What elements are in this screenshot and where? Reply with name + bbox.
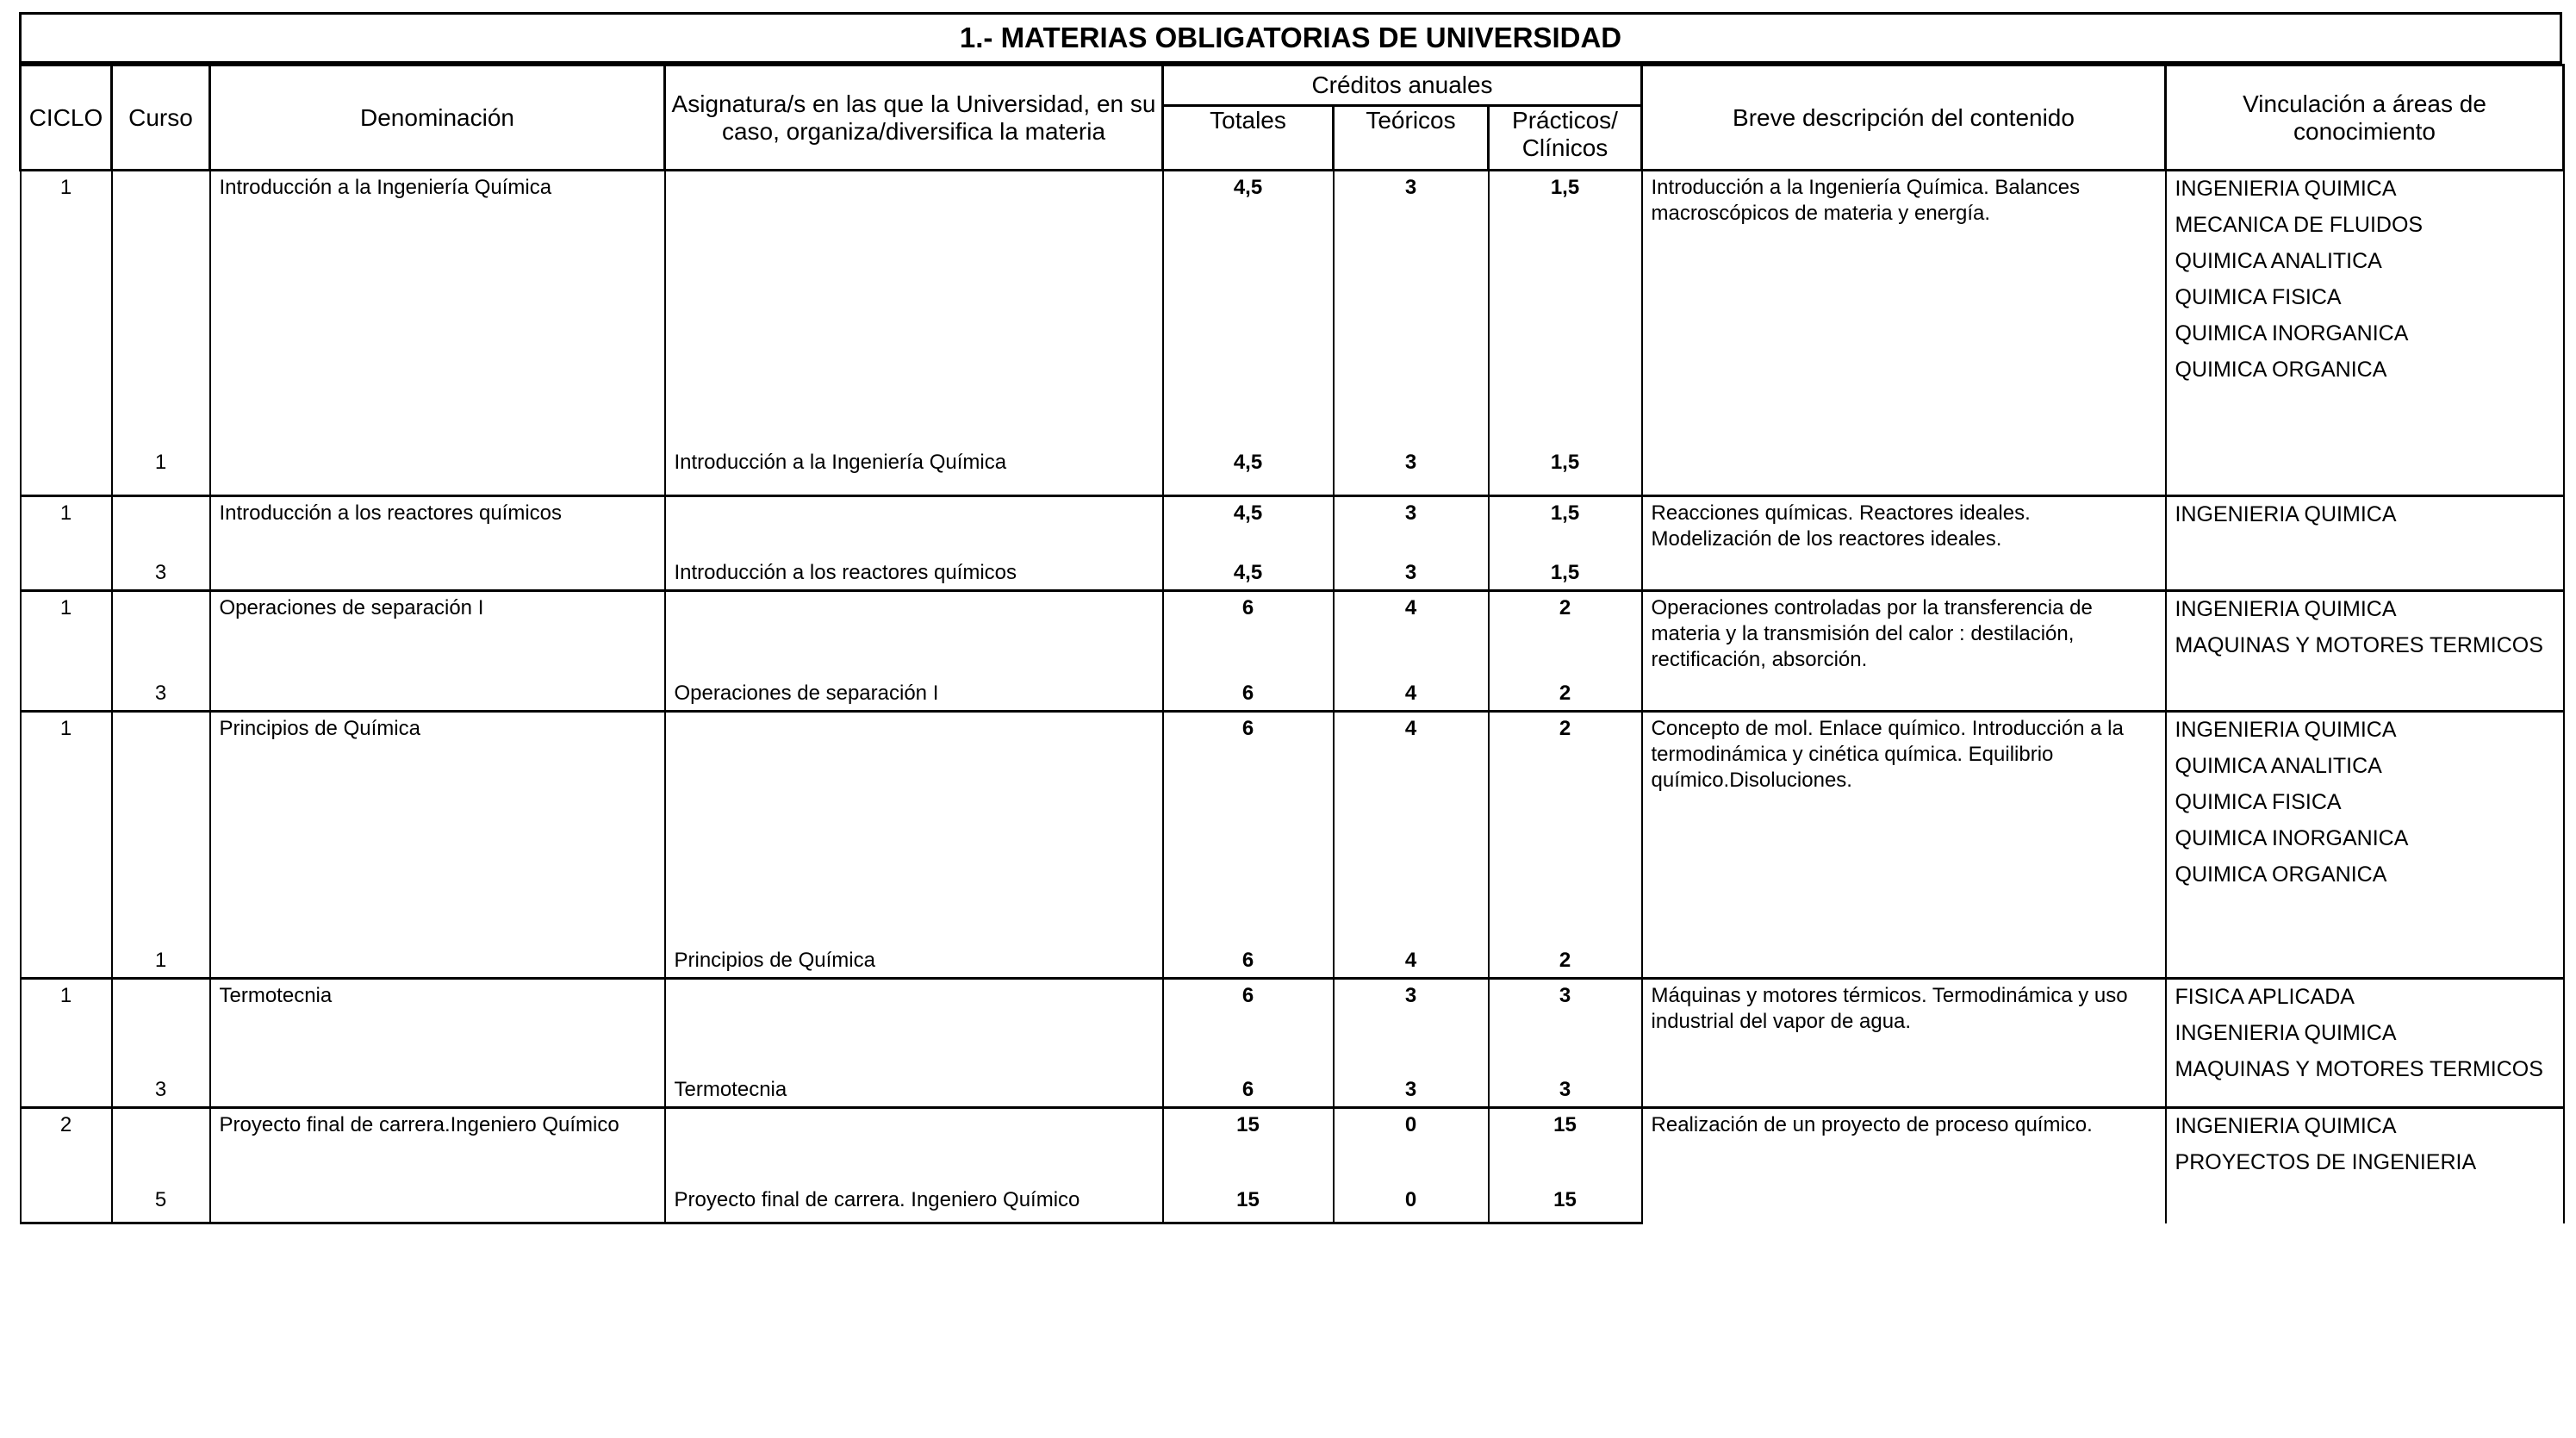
table-row — [21, 171, 2564, 446]
teoricos-cell: 3 — [1334, 496, 1489, 557]
vinculacion-cell — [2166, 591, 2564, 712]
header-totales: Totales — [1163, 106, 1334, 171]
curso-cell: 3 — [112, 1074, 210, 1108]
area-item: INGENIERIA QUIMICA — [2175, 1114, 2397, 1138]
practicos-cell: 3 — [1489, 979, 1642, 1074]
totales-cell: 4,5 — [1163, 496, 1334, 557]
area-item: INGENIERIA QUIMICA — [2175, 502, 2397, 526]
ciclo-cell: 1 — [21, 591, 112, 677]
area-item: INGENIERIA QUIMICA — [2175, 1021, 2397, 1045]
practicos-cell: 1,5 — [1489, 557, 1642, 591]
descripcion-cell: Reacciones químicas. Reactores ideales. Modelización de los reactores ideales. — [1642, 496, 2166, 591]
table-row — [21, 979, 2564, 1074]
asignatura-cell — [665, 979, 1163, 1074]
area-item: QUIMICA INORGANICA — [2175, 826, 2409, 850]
asignatura-cell: Operaciones de separación I — [665, 677, 1163, 712]
ciclo-cell: 1 — [21, 979, 112, 1074]
area-item: QUIMICA FISICA — [2175, 790, 2342, 814]
curso-cell: 3 — [112, 557, 210, 591]
ciclo-cell — [21, 446, 112, 496]
ciclo-cell: 1 — [21, 496, 112, 557]
practicos-cell: 3 — [1489, 1074, 1642, 1108]
asignatura-cell — [665, 171, 1163, 446]
totales-cell: 4,5 — [1163, 171, 1334, 446]
header-ciclo: CICLO — [21, 65, 112, 171]
practicos-cell: 15 — [1489, 1108, 1642, 1184]
area-item: QUIMICA FISICA — [2175, 285, 2342, 309]
totales-cell: 4,5 — [1163, 446, 1334, 496]
table-row — [21, 712, 2564, 944]
subjects-table — [19, 64, 2565, 1224]
practicos-cell: 1,5 — [1489, 446, 1642, 496]
page-title: 1.- MATERIAS OBLIGATORIAS DE UNIVERSIDAD — [19, 12, 2562, 64]
teoricos-cell: 3 — [1334, 979, 1489, 1074]
header-teoricos: Teóricos — [1334, 106, 1489, 171]
teoricos-cell: 3 — [1334, 446, 1489, 496]
teoricos-cell: 0 — [1334, 1184, 1489, 1223]
totales-cell: 6 — [1163, 944, 1334, 979]
curso-cell: 1 — [112, 446, 210, 496]
teoricos-cell: 3 — [1334, 557, 1489, 591]
totales-cell: 15 — [1163, 1184, 1334, 1223]
header-creditos-anuales: Créditos anuales — [1163, 65, 1642, 106]
denominacion-cell: Termotecnia — [210, 979, 665, 1074]
curso-cell: 5 — [112, 1184, 210, 1223]
totales-cell: 15 — [1163, 1108, 1334, 1184]
teoricos-cell: 4 — [1334, 712, 1489, 944]
ciclo-cell — [21, 677, 112, 712]
practicos-cell: 1,5 — [1489, 171, 1642, 446]
area-item: INGENIERIA QUIMICA — [2175, 177, 2397, 201]
curso-cell — [112, 979, 210, 1074]
denominacion-cell: Operaciones de separación I — [210, 591, 665, 677]
denominacion-cell — [210, 1074, 665, 1108]
curso-cell — [112, 1108, 210, 1184]
area-item: MAQUINAS Y MOTORES TERMICOS — [2175, 1057, 2543, 1081]
teoricos-cell: 4 — [1334, 944, 1489, 979]
descripcion-cell: Realización de un proyecto de proceso químico. — [1642, 1108, 2166, 1223]
asignatura-cell — [665, 591, 1163, 677]
denominacion-cell: Introducción a los reactores químicos — [210, 496, 665, 557]
curso-cell: 3 — [112, 677, 210, 712]
denominacion-cell — [210, 557, 665, 591]
practicos-cell: 15 — [1489, 1184, 1642, 1223]
curso-cell — [112, 591, 210, 677]
totales-cell: 6 — [1163, 712, 1334, 944]
ciclo-cell: 1 — [21, 171, 112, 446]
curso-cell — [112, 496, 210, 557]
denominacion-cell — [210, 446, 665, 496]
practicos-cell: 2 — [1489, 677, 1642, 712]
teoricos-cell: 3 — [1334, 171, 1489, 446]
vinculacion-cell — [2166, 1108, 2564, 1223]
practicos-cell: 2 — [1489, 944, 1642, 979]
area-item: MECANICA DE FLUIDOS — [2175, 213, 2424, 237]
area-item: QUIMICA ANALITICA — [2175, 249, 2382, 273]
area-item: FISICA APLICADA — [2175, 985, 2355, 1009]
descripcion-cell: Operaciones controladas por la transferencia de materia y la transmisión del calor : destilación, rectificación, absorción. — [1642, 591, 2166, 712]
asignatura-cell — [665, 712, 1163, 944]
header-asignatura: Asignatura/s en las que la Universidad, en su caso, organiza/diversifica la materia — [665, 65, 1163, 171]
vinculacion-cell — [2166, 712, 2564, 979]
totales-cell: 6 — [1163, 591, 1334, 677]
table-row — [21, 496, 2564, 557]
practicos-cell: 2 — [1489, 591, 1642, 677]
vinculacion-cell — [2166, 496, 2564, 591]
ciclo-cell: 2 — [21, 1108, 112, 1184]
descripcion-cell: Introducción a la Ingeniería Química. Balances macroscópicos de materia y energía. — [1642, 171, 2166, 496]
teoricos-cell: 4 — [1334, 677, 1489, 712]
asignatura-cell: Principios de Química — [665, 944, 1163, 979]
table-body — [21, 171, 2564, 1223]
descripcion-cell: Concepto de mol. Enlace químico. Introducción a la termodinámica y cinética química. Equilibrio químico.Disoluciones. — [1642, 712, 2166, 979]
denominacion-cell: Introducción a la Ingeniería Química — [210, 171, 665, 446]
ciclo-cell — [21, 1184, 112, 1223]
area-item: QUIMICA ORGANICA — [2175, 358, 2387, 382]
asignatura-cell: Termotecnia — [665, 1074, 1163, 1108]
totales-cell: 6 — [1163, 1074, 1334, 1108]
area-item: PROYECTOS DE INGENIERIA — [2175, 1150, 2477, 1174]
curso-cell — [112, 171, 210, 446]
denominacion-cell — [210, 677, 665, 712]
denominacion-cell — [210, 944, 665, 979]
teoricos-cell: 4 — [1334, 591, 1489, 677]
area-item: QUIMICA ORGANICA — [2175, 862, 2387, 887]
area-item: INGENIERIA QUIMICA — [2175, 597, 2397, 621]
asignatura-cell: Introducción a la Ingeniería Química — [665, 446, 1163, 496]
header-practicos: Prácticos/ Clínicos — [1489, 106, 1642, 171]
header-vinculacion: Vinculación a áreas de conocimiento — [2166, 65, 2564, 171]
teoricos-cell: 3 — [1334, 1074, 1489, 1108]
header-descripcion: Breve descripción del contenido — [1642, 65, 2166, 171]
vinculacion-cell — [2166, 171, 2564, 496]
ciclo-cell: 1 — [21, 712, 112, 944]
header-denominacion: Denominación — [210, 65, 665, 171]
denominacion-cell: Principios de Química — [210, 712, 665, 944]
totales-cell: 6 — [1163, 979, 1334, 1074]
area-item: MAQUINAS Y MOTORES TERMICOS — [2175, 633, 2543, 657]
denominacion-cell — [210, 1184, 665, 1223]
totales-cell: 6 — [1163, 677, 1334, 712]
vinculacion-cell — [2166, 979, 2564, 1108]
asignatura-cell: Proyecto final de carrera. Ingeniero Químico — [665, 1184, 1163, 1223]
header-curso: Curso — [112, 65, 210, 171]
practicos-cell: 1,5 — [1489, 496, 1642, 557]
area-item: QUIMICA INORGANICA — [2175, 321, 2409, 345]
ciclo-cell — [21, 944, 112, 979]
asignatura-cell: Introducción a los reactores químicos — [665, 557, 1163, 591]
curso-cell: 1 — [112, 944, 210, 979]
area-item: QUIMICA ANALITICA — [2175, 754, 2382, 778]
descripcion-cell: Máquinas y motores térmicos. Termodinámica y uso industrial del vapor de agua. — [1642, 979, 2166, 1108]
denominacion-cell: Proyecto final de carrera.Ingeniero Químico — [210, 1108, 665, 1184]
table-row — [21, 1108, 2564, 1184]
curso-cell — [112, 712, 210, 944]
asignatura-cell — [665, 1108, 1163, 1184]
teoricos-cell: 0 — [1334, 1108, 1489, 1184]
ciclo-cell — [21, 557, 112, 591]
area-item: INGENIERIA QUIMICA — [2175, 718, 2397, 742]
asignatura-cell — [665, 496, 1163, 557]
ciclo-cell — [21, 1074, 112, 1108]
table-row — [21, 591, 2564, 677]
totales-cell: 4,5 — [1163, 557, 1334, 591]
practicos-cell: 2 — [1489, 712, 1642, 944]
